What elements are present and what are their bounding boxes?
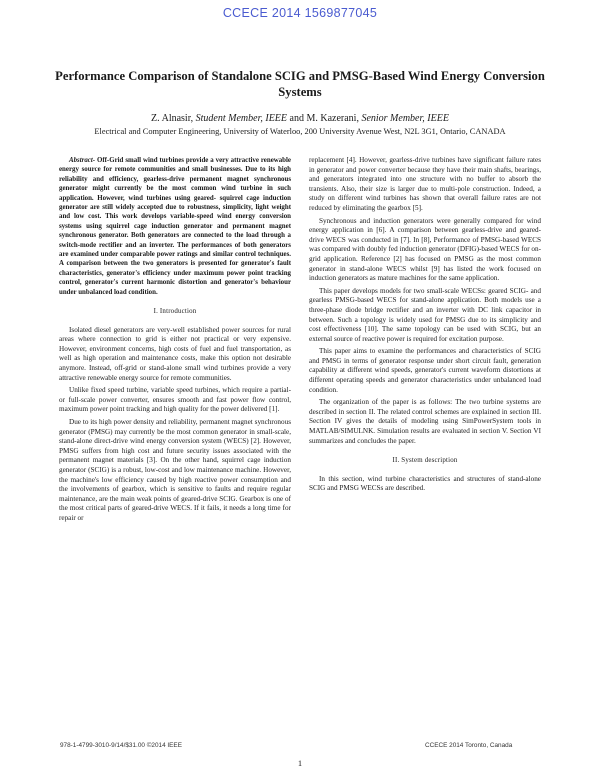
body-paragraph: This paper develops models for two small-scale WECSs: geared SCIG- and gearless PMSG-based WECS for stand-alone application. Both models use a three-phase diode bridge rectifier and an inverter with DC link capacitor in between. Such a topology is widely used for PMSG due to its simplicity and cost effectiveness [10]. The same topology can be used with SCIG, but an external source of reactive power is required for excitation purpose. bbox=[309, 286, 541, 343]
body-paragraph: replacement [4]. However, gearless-drive turbines have significant failure rates in generator and power converter because they have their main shafts, bearings, and generators integrated into one structure with no buffer to absorb the transients. Also, their size is larger due to multi-pole construction. Indeed, a study on different wind turbines has shown that overall failure rates are not reduced by eliminating the gearbox [5]. bbox=[309, 156, 541, 212]
body-paragraph: In this section, wind turbine characteristics and structures of stand-alone SCIG and PMSG WECSs are described. bbox=[309, 474, 541, 493]
affiliation: Electrical and Computer Engineering, University of Waterloo, 200 University Avenue West, N2L 3G1, Ontario, CANADA bbox=[94, 127, 506, 136]
left-column bbox=[59, 156, 291, 527]
page-number: 1 bbox=[297, 758, 303, 768]
paper-title: Performance Comparison of Standalone SCIG and PMSG-Based Wind Energy Conversion Systems bbox=[55, 69, 545, 99]
author-line bbox=[50, 112, 550, 125]
watermark: CCECE 2014 1569877045 bbox=[222, 6, 378, 20]
right-column bbox=[309, 156, 541, 497]
author-role-1: Student Member, IEEE bbox=[195, 113, 288, 124]
author-name-2: and M. Kazerani, bbox=[287, 113, 362, 124]
section-heading-system-description: II. System description bbox=[392, 457, 458, 465]
section-heading-introduction: I. Introduction bbox=[153, 308, 197, 316]
intro-paragraph: Isolated diesel generators are very-well established power sources for rural areas where connection to grid is either not practical or very expensive. However, environment concerns, high costs of fuel and fuel transportation, as well as high operation and maintenance costs, make this option not desirable anymore. Instead, off-grid or stand-alone small wind turbines provide a very attractive renewable energy source for remote communities. bbox=[59, 325, 291, 382]
abstract-text: Off-Grid small wind turbines provide a very attractive renewable energy source for remote communities and small businesses. Due to its high reliability and efficiency, gearless-drive permanent magnet synchronous generator might currently be the most common wind turbine in such application. However, wind turbines using geared- squirrel cage induction generator are still widely accepted due to robustness, simplicity, light weight and low cost. This work develops variable-speed wind energy conversion systems using squirrel cage induction generator and permanent magnet synchronous generator. Both generators are connected to the load through a switch-mode rectifier and an inverter. The performances of both generators are examined under comparable power ratings and similar control techniques. A comparison between the two generators is presented for generator's fault characteristics, generator's efficiency under maximum power point tracking control, generator's current harmonic distortion and generator's behaviour under unbalanced load condition. bbox=[59, 157, 291, 296]
abstract-label: Abstract- bbox=[69, 157, 96, 164]
footer-conference: CCECE 2014 Toronto, Canada bbox=[425, 742, 513, 749]
author-name-1: Z. Alnasir, bbox=[151, 113, 196, 124]
intro-paragraph: Unlike fixed speed turbine, variable speed turbines, which require a partial- or full-scale power converter, ensures smooth and fast power flow control, maximum power point tracking and high quality for the power delivered [1]. bbox=[59, 386, 291, 414]
footer-copyright: 978-1-4799-3010-9/14/$31.00 ©2014 IEEE bbox=[60, 742, 182, 749]
body-paragraph: The organization of the paper is as follows: The two turbine systems are described in section II. The related control schemes are explained in section III. Section IV gives the details of modeling using SimPowerSystem tools in MATLAB/SIMULNK. Simulation results are evaluated in section V. Section VI summarizes and concludes the paper. bbox=[309, 398, 541, 445]
author-role-2: Senior Member, IEEE bbox=[361, 113, 449, 124]
body-paragraph: This paper aims to examine the performances and characteristics of SCIG and PMSG in terms of generator response under short circuit fault, generation capability at different wind speeds, generator's current waveform distortions at different operating speeds and generator characteristics under unbalanced load condition. bbox=[309, 347, 541, 394]
body-paragraph: Synchronous and induction generators were generally compared for wind energy application in [6]. A comparison between gearless-drive and geared-drive WECS was conducted in [7]. In [8], Performance of PMSG-based WECS was compared with doubly fed induction generator (DFIG)-based WECS for on-grid application. Reference [2] has focused on PMSG as the most common generator in stand-alone WECS whilst [9] has listed the work focused on induction generators as mature machines for the same application. bbox=[309, 216, 541, 283]
abstract bbox=[59, 156, 291, 297]
intro-paragraph: Due to its high power density and reliability, permanent magnet synchronous generator (PMSG) may currently be the most common generator in small-scale, stand-alone direct-drive wind energy conversion system (WECS) [2]. However, PMSG suffers from high cost and future security issues associated with the permanent magnet materials [3]. On the other hand, squirrel cage induction generator (SCIG) is a robust, low-cost and low maintenance machine. However, the machine's low efficiency caused by high reactive power consumption and the involvements of gearbox, which is sensitive to faults and require regular maintenance, are the main weak points of geared-drive SCIG. Gearbox is one of the most critical parts of geared-drive WECS. If it fails, it needs a long time for repair or bbox=[59, 418, 291, 522]
